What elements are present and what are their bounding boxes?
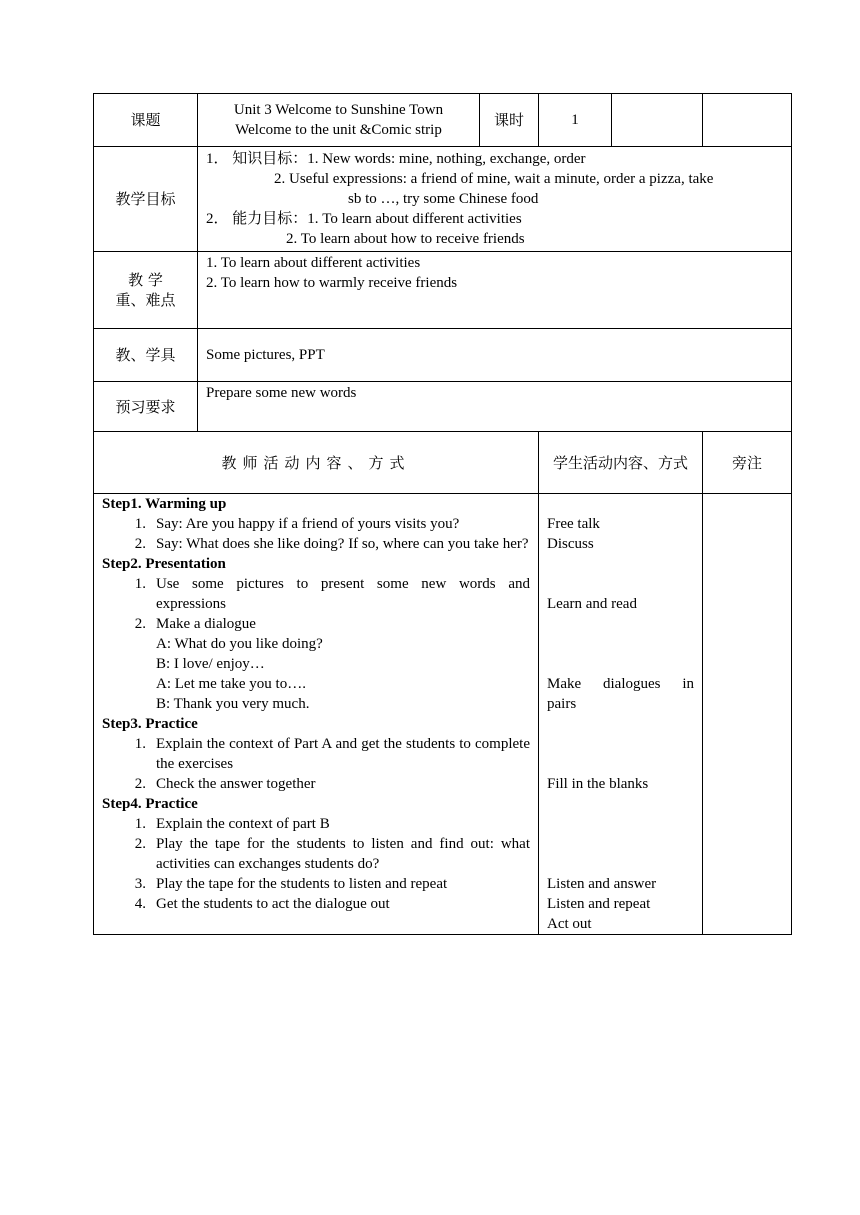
teacher-activities (94, 494, 539, 935)
student-activity-listen-answer: Listen and answer (547, 876, 657, 892)
item-number: 1. (134, 516, 146, 532)
item-number: 1. (134, 816, 146, 832)
lesson-plan-table (93, 93, 792, 935)
key-point-2: 2. To learn how to warmly receive friends (206, 275, 458, 291)
list-item (102, 734, 530, 774)
notes-content (703, 494, 792, 935)
period-label: 课时 (480, 94, 539, 147)
student-activity-make-dialogues: Make dialogues in (547, 676, 694, 692)
objective-line-3: sb to …, try some Chinese food (348, 191, 539, 207)
item-number: 1. (134, 736, 146, 752)
item-number: 2. (134, 536, 146, 552)
dialogue-line: B: I love/ enjoy… (156, 656, 265, 672)
item-text: Make a dialogue (156, 616, 256, 632)
item-text: Use some pictures to present some new words and expressions (156, 576, 530, 612)
objective-line-1: 1． 知识目标：1. New words: mine, nothing, exchange, order (206, 151, 586, 167)
step-3-title: Step3. Practice (102, 716, 198, 732)
teacher-activity-header: 教师活动内容、方式 (94, 432, 539, 494)
objectives-content (198, 147, 792, 252)
preview-row (94, 382, 792, 432)
list-item (102, 614, 530, 634)
item-text: Check the answer together (156, 776, 316, 792)
dialogue-line: A: What do you like doing? (156, 636, 323, 652)
objectives-label: 教学目标 (94, 147, 198, 252)
tools-row (94, 329, 792, 382)
student-activity-discuss: Discuss (547, 536, 594, 552)
period-value: 1 (539, 94, 612, 147)
activity-content-row (94, 494, 792, 935)
list-item (102, 874, 530, 894)
list-item (102, 834, 530, 874)
student-activity-listen-repeat: Listen and repeat (547, 896, 651, 912)
lesson-title-cell (198, 94, 480, 147)
item-text: Say: What does she like doing? If so, where can you take her? (156, 536, 529, 552)
item-number: 1. (134, 576, 146, 592)
item-number: 2. (134, 776, 146, 792)
step-1-title: Step1. Warming up (102, 496, 227, 512)
item-number: 2. (134, 836, 146, 852)
item-number: 3. (134, 876, 146, 892)
list-item (102, 574, 530, 614)
item-number: 2. (134, 616, 146, 632)
key-points-label-line2: 重、难点 (115, 291, 176, 309)
objective-line-5: 2. To learn about how to receive friends (286, 231, 525, 247)
notes-header: 旁注 (703, 432, 792, 494)
step-2-title: Step2. Presentation (102, 556, 226, 572)
student-activities (539, 494, 703, 935)
list-item (102, 774, 530, 794)
item-text: Say: Are you happy if a friend of yours visits you? (156, 516, 460, 532)
item-number: 4. (134, 896, 146, 912)
preview-label: 预习要求 (94, 382, 198, 432)
tools-value: Some pictures, PPT (198, 329, 792, 382)
activity-header-row (94, 432, 792, 494)
topic-label: 课题 (94, 94, 198, 147)
key-point-1: 1. To learn about different activities (206, 255, 421, 271)
list-item (102, 534, 530, 554)
list-item (102, 894, 530, 914)
key-points-label-line1: 教 学 (128, 271, 163, 289)
key-points-row (94, 252, 792, 329)
list-item (102, 514, 530, 534)
student-activity-pairs: pairs (547, 696, 577, 712)
item-text: Play the tape for the students to listen and repeat (156, 876, 448, 892)
key-points-content (198, 252, 792, 329)
objective-line-2: 2. Useful expressions: a friend of mine, wait a minute, order a pizza, take (274, 171, 714, 187)
item-text: Explain the context of part B (156, 816, 330, 832)
objectives-row (94, 147, 792, 252)
empty-cell-2 (703, 94, 792, 147)
lesson-title-line2: Welcome to the unit &Comic strip (235, 122, 442, 138)
dialogue-line: A: Let me take you to…. (156, 676, 306, 692)
empty-cell-1 (612, 94, 703, 147)
objective-line-4: 2． 能力目标：1. To learn about different activities (206, 211, 522, 227)
preview-value: Prepare some new words (198, 382, 792, 432)
lesson-title-line1: Unit 3 Welcome to Sunshine Town (233, 102, 444, 118)
student-activity-learn-read: Learn and read (547, 596, 637, 612)
student-activity-header: 学生活动内容、方式 (539, 432, 703, 494)
key-points-label (94, 252, 198, 329)
tools-label: 教、学具 (94, 329, 198, 382)
item-text: Get the students to act the dialogue out (156, 896, 390, 912)
dialogue-line: B: Thank you very much. (156, 696, 310, 712)
item-text: Explain the context of Part A and get the students to complete the exercises (156, 736, 530, 772)
student-activity-act-out: Act out (547, 916, 592, 932)
topic-row (94, 94, 792, 147)
item-text: Play the tape for the students to listen and find out: what activities can exchanges students do? (156, 836, 530, 872)
student-activity-free-talk: Free talk (547, 516, 600, 532)
list-item (102, 814, 530, 834)
step-4-title: Step4. Practice (102, 796, 198, 812)
student-activity-fill-blanks: Fill in the blanks (547, 776, 649, 792)
